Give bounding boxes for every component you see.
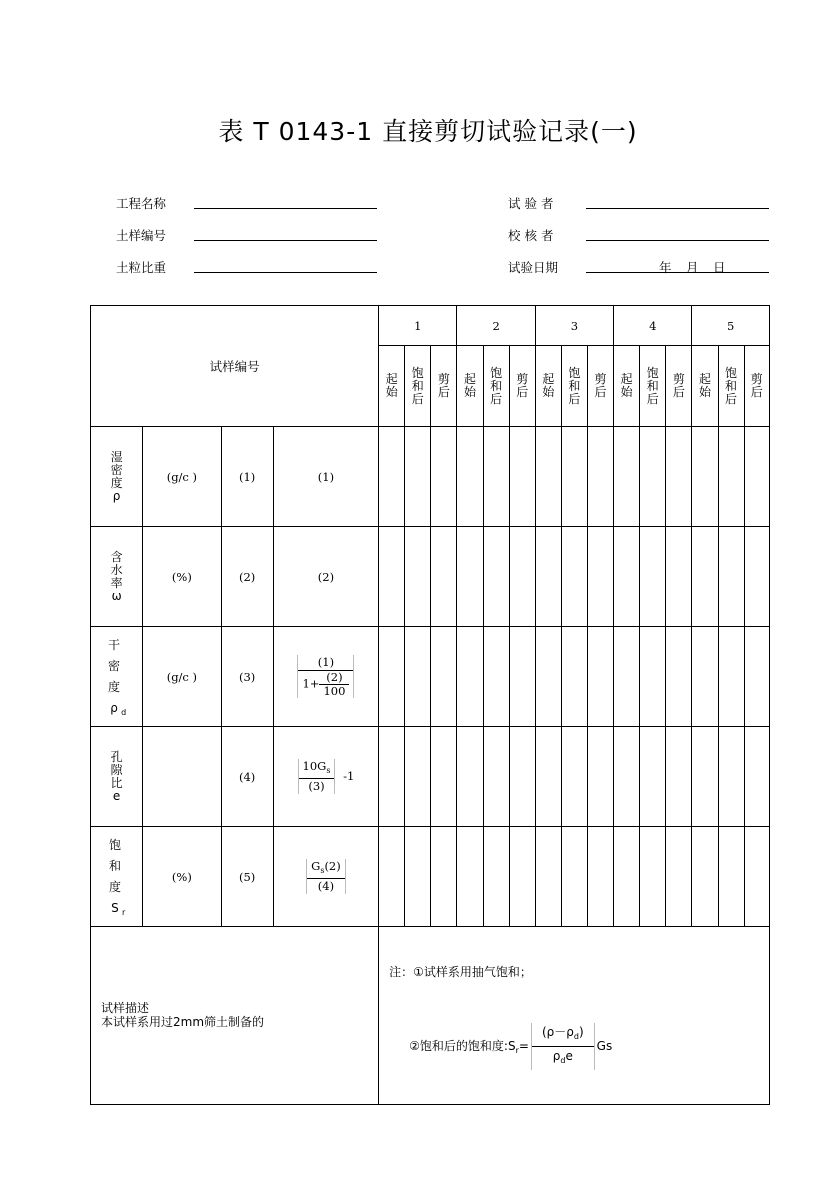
data-cell[interactable] (614, 727, 640, 827)
row-unit: (g/c ) (143, 627, 221, 727)
notes-cell (379, 927, 770, 1105)
data-cell[interactable] (744, 527, 769, 627)
sample-id-header: 试样编号 (91, 306, 379, 427)
subhead-start-4: 起始 (614, 346, 640, 427)
data-cell[interactable] (535, 827, 561, 927)
fraction: $\frac{10G_s}{(3)}$ (298, 759, 336, 794)
group-header-3: 3 (535, 306, 613, 346)
data-cell[interactable] (744, 627, 769, 727)
data-cell[interactable] (666, 727, 692, 827)
data-cell[interactable] (744, 427, 769, 527)
data-cell[interactable] (744, 727, 769, 827)
data-cell[interactable] (535, 427, 561, 527)
group-header-1: 1 (379, 306, 457, 346)
project-name-line (194, 208, 377, 209)
subhead-after-shear-5: 剪后 (744, 346, 769, 427)
shear-test-table (90, 305, 770, 1105)
project-name-label: 工程名称 (116, 196, 167, 211)
subhead-start-2: 起始 (457, 346, 483, 427)
row-formula-void-ratio: $\frac{10G_s}{(3)}$ -1 (273, 727, 378, 827)
data-cell[interactable] (587, 727, 613, 827)
tester-label: 试 验 者 (508, 196, 554, 211)
fraction: $\frac{G_s(2)}{(4)}$ (306, 859, 346, 894)
data-cell[interactable] (535, 727, 561, 827)
data-cell[interactable] (692, 727, 718, 827)
subhead-after-shear-1: 剪后 (431, 346, 457, 427)
particle-gravity-line (194, 272, 377, 273)
data-cell[interactable] (483, 827, 509, 927)
group-header-5: 5 (692, 306, 770, 346)
data-cell[interactable] (457, 627, 483, 727)
date-day: 日 (713, 260, 726, 275)
row-code: (4) (221, 727, 273, 827)
subhead-saturated-5: 饱和后 (718, 346, 744, 427)
data-cell[interactable] (614, 627, 640, 727)
data-cell[interactable] (614, 827, 640, 927)
checker-label: 校 核 者 (508, 228, 554, 243)
subhead-start-5: 起始 (692, 346, 718, 427)
fraction: (1) 1+ $\frac{(2)}{100}$ (297, 655, 354, 698)
data-cell[interactable] (614, 527, 640, 627)
sample-no-label: 土样编号 (116, 228, 167, 243)
data-cell[interactable] (561, 827, 587, 927)
row-formula: (1) (273, 427, 378, 527)
data-cell[interactable] (509, 827, 535, 927)
page-title: 表 T 0143-1 直接剪切试验记录(一) (218, 117, 638, 146)
data-cell[interactable] (405, 627, 431, 727)
row-name-wet-density: 湿密度ρ (91, 427, 143, 527)
data-cell[interactable] (561, 727, 587, 827)
test-date-line (586, 272, 769, 273)
data-cell[interactable] (718, 427, 744, 527)
table-row (91, 627, 770, 727)
data-cell[interactable] (744, 827, 769, 927)
data-cell[interactable] (640, 627, 666, 727)
data-cell[interactable] (431, 527, 457, 627)
data-cell[interactable] (483, 627, 509, 727)
note-2: ②饱和后的饱和度$:S_r=$ $\frac{(\rho-\rho_d)}{\rho_de}$ Gs (409, 1023, 612, 1070)
data-cell[interactable] (535, 627, 561, 727)
date-year: 年 (659, 260, 672, 275)
table-row (91, 527, 770, 627)
data-cell[interactable] (587, 527, 613, 627)
row-unit: (%) (143, 827, 221, 927)
data-cell[interactable] (405, 727, 431, 827)
data-cell[interactable] (666, 627, 692, 727)
data-cell[interactable] (718, 627, 744, 727)
row-name-dry-density: 干密度ρ $_d$ (91, 627, 143, 727)
data-cell[interactable] (431, 827, 457, 927)
data-cell[interactable] (640, 827, 666, 927)
data-cell[interactable] (718, 827, 744, 927)
data-cell[interactable] (379, 827, 405, 927)
data-cell[interactable] (692, 427, 718, 527)
data-cell[interactable] (379, 427, 405, 527)
group-header-2: 2 (457, 306, 535, 346)
data-cell[interactable] (431, 727, 457, 827)
row-name-void-ratio: 孔隙比e (91, 727, 143, 827)
row-code: (2) (221, 527, 273, 627)
group-header-4: 4 (614, 306, 692, 346)
data-cell[interactable] (379, 527, 405, 627)
row-code: (3) (221, 627, 273, 727)
description-title: 试样描述 (101, 1001, 150, 1015)
data-cell[interactable] (457, 727, 483, 827)
row-formula-saturation (273, 827, 378, 927)
data-cell[interactable] (587, 427, 613, 527)
row-name-saturation: 饱和度S $_r$ (91, 827, 143, 927)
data-cell[interactable] (483, 527, 509, 627)
data-cell[interactable] (457, 527, 483, 627)
data-cell[interactable] (509, 427, 535, 527)
data-cell[interactable] (640, 427, 666, 527)
data-cell[interactable] (587, 827, 613, 927)
data-cell[interactable] (379, 727, 405, 827)
data-cell[interactable] (431, 427, 457, 527)
data-cell[interactable] (561, 427, 587, 527)
data-cell[interactable] (614, 427, 640, 527)
data-cell[interactable] (457, 827, 483, 927)
data-cell[interactable] (405, 427, 431, 527)
subhead-saturated-2: 饱和后 (483, 346, 509, 427)
row-formula: (2) (273, 527, 378, 627)
date-month: 月 (686, 260, 699, 275)
table-row (91, 827, 770, 927)
data-cell[interactable] (483, 427, 509, 527)
table-row (91, 727, 770, 827)
data-cell[interactable] (405, 527, 431, 627)
data-cell[interactable] (509, 527, 535, 627)
subhead-saturated-3: 饱和后 (561, 346, 587, 427)
row-code: (1) (221, 427, 273, 527)
data-cell[interactable] (692, 627, 718, 727)
data-cell[interactable] (666, 527, 692, 627)
data-cell[interactable] (718, 727, 744, 827)
sample-description-cell (91, 927, 379, 1105)
data-cell[interactable] (692, 827, 718, 927)
row-unit: (%) (143, 527, 221, 627)
particle-gravity-label: 土粒比重 (116, 260, 167, 275)
data-cell[interactable] (509, 727, 535, 827)
description-text: 本试样系用过2mm筛土制备的 (101, 1015, 265, 1029)
data-cell[interactable] (666, 827, 692, 927)
data-cell[interactable] (405, 827, 431, 927)
data-cell[interactable] (692, 527, 718, 627)
data-cell[interactable] (483, 727, 509, 827)
row-formula-dry-density (273, 627, 378, 727)
data-cell[interactable] (666, 427, 692, 527)
sample-no-line (194, 240, 377, 241)
data-cell[interactable] (379, 627, 405, 727)
data-cell[interactable] (457, 427, 483, 527)
subhead-saturated-1: 饱和后 (405, 346, 431, 427)
data-cell[interactable] (561, 527, 587, 627)
subhead-saturated-4: 饱和后 (640, 346, 666, 427)
row-code: (5) (221, 827, 273, 927)
data-cell[interactable] (587, 627, 613, 727)
subhead-after-shear-4: 剪后 (666, 346, 692, 427)
tester-line (586, 208, 769, 209)
subhead-after-shear-3: 剪后 (587, 346, 613, 427)
data-cell[interactable] (640, 527, 666, 627)
data-cell[interactable] (431, 627, 457, 727)
test-date-label: 试验日期 (508, 260, 559, 275)
data-cell[interactable] (535, 527, 561, 627)
table-row (91, 427, 770, 527)
row-unit (143, 727, 221, 827)
subhead-start-1: 起始 (379, 346, 405, 427)
data-cell[interactable] (509, 627, 535, 727)
checker-line (586, 240, 769, 241)
data-cell[interactable] (561, 627, 587, 727)
row-name-water-content: 含水率ω (91, 527, 143, 627)
data-cell[interactable] (640, 727, 666, 827)
subhead-after-shear-2: 剪后 (509, 346, 535, 427)
note-1: 注：①试样系用抽气饱和； (389, 965, 532, 979)
data-cell[interactable] (718, 527, 744, 627)
row-unit: (g/c ) (143, 427, 221, 527)
subhead-start-3: 起始 (535, 346, 561, 427)
